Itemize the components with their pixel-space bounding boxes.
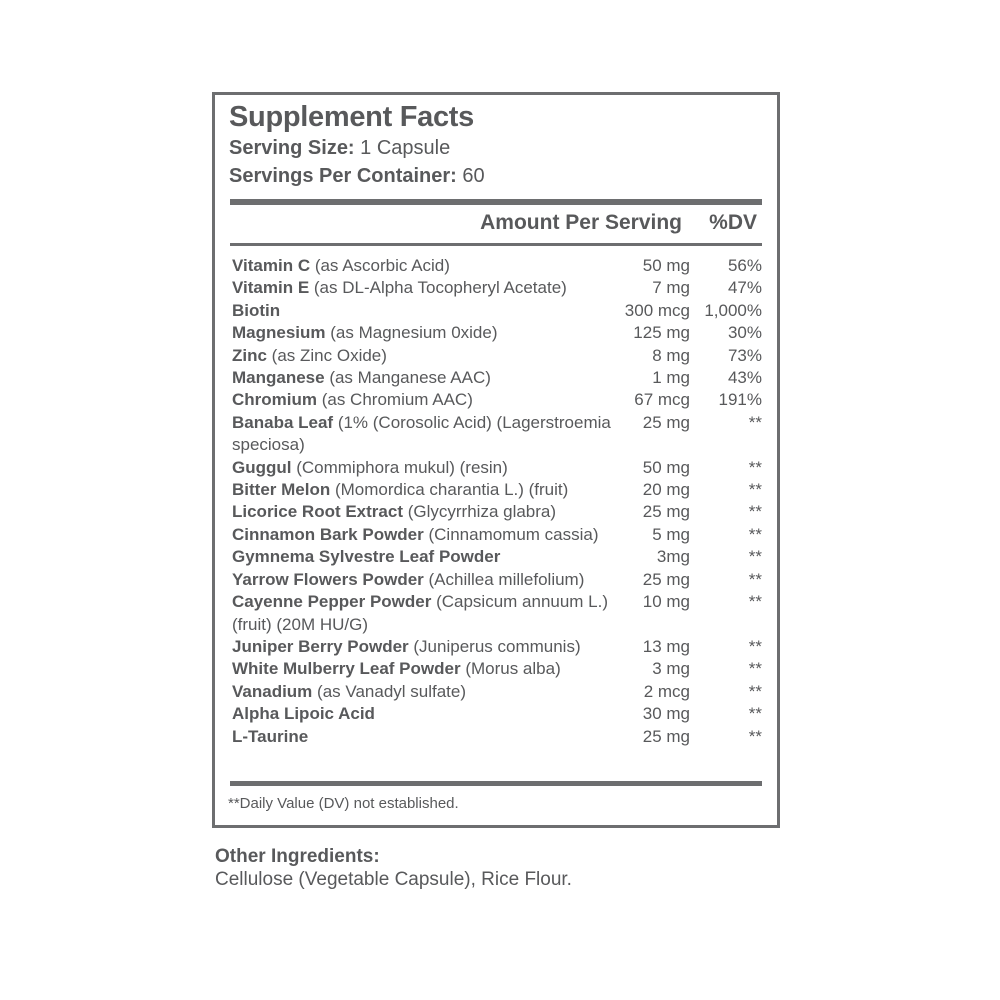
panel-title: Supplement Facts <box>229 101 474 133</box>
nutrient-dv: ** <box>748 636 762 656</box>
nutrient-row <box>232 255 762 277</box>
nutrient-amount: 30 mg <box>642 704 690 724</box>
nutrient-amount: 25 mg <box>642 412 690 432</box>
nutrient-amount: 67 mcg <box>634 390 690 410</box>
nutrient-dv: ** <box>748 592 762 612</box>
nutrient-amount: 3mg <box>656 547 690 567</box>
nutrient-dv: 47% <box>727 278 762 298</box>
nutrient-dv: 30% <box>727 323 762 343</box>
thick-divider <box>230 199 762 205</box>
nutrient-amount: 10 mg <box>642 592 690 612</box>
nutrient-name: White Mulberry Leaf Powder (Morus alba) <box>232 659 561 679</box>
serving-size: Serving Size: 1 Capsule <box>229 137 451 159</box>
nutrient-row <box>232 524 762 546</box>
nutrient-dv: ** <box>748 547 762 567</box>
nutrient-name: Vanadium (as Vanadyl sulfate) <box>232 681 467 701</box>
nutrient-name: Alpha Lipoic Acid <box>232 704 375 724</box>
nutrient-dv: ** <box>748 659 762 679</box>
nutrient-row <box>232 569 762 591</box>
divider <box>230 243 762 246</box>
nutrient-amount: 8 mg <box>652 345 690 365</box>
nutrient-row <box>232 300 762 322</box>
nutrient-dv: 56% <box>727 256 762 275</box>
footnote: **Daily Value (DV) not established. <box>228 795 459 812</box>
nutrient-row <box>232 412 762 457</box>
nutrient-row <box>232 546 762 568</box>
nutrient-name: Chromium (as Chromium AAC) <box>232 390 473 410</box>
nutrient-dv: ** <box>748 412 762 432</box>
nutrient-name: Yarrow Flowers Powder (Achillea millefolium) <box>232 569 585 589</box>
nutrient-amount: 25 mg <box>642 502 690 522</box>
nutrient-dv: 1,000% <box>704 300 762 320</box>
nutrient-amount: 25 mg <box>642 569 690 589</box>
other-ingredients <box>215 845 572 891</box>
nutrient-row <box>232 501 762 523</box>
nutrient-name: Licorice Root Extract (Glycyrrhiza glabra) <box>232 502 557 522</box>
nutrient-amount: 7 mg <box>652 278 690 298</box>
nutrient-row <box>232 367 762 389</box>
nutrient-amount: 25 mg <box>642 726 690 746</box>
nutrient-name: Vitamin C (as Ascorbic Acid) <box>232 256 450 275</box>
nutrient-name: Bitter Melon (Momordica charantia L.) (fruit) <box>232 480 569 500</box>
nutrient-dv: 43% <box>727 368 762 388</box>
dv-header: %DV <box>709 211 757 234</box>
other-ingredients-value: Cellulose (Vegetable Capsule), Rice Flour. <box>215 869 572 890</box>
nutrient-dv: 191% <box>718 390 762 410</box>
nutrient-list <box>232 255 762 748</box>
nutrient-row <box>232 591 762 636</box>
nutrient-row <box>232 726 762 748</box>
nutrient-dv: ** <box>748 524 762 544</box>
nutrient-name: L-Taurine <box>232 726 309 746</box>
nutrient-row <box>232 703 762 725</box>
nutrient-row <box>232 636 762 658</box>
nutrient-amount: 125 mg <box>633 323 690 343</box>
nutrient-row <box>232 389 762 411</box>
other-ingredients-label: Other Ingredients: <box>215 846 380 867</box>
nutrient-row <box>232 322 762 344</box>
nutrient-name: Juniper Berry Powder (Juniperus communis) <box>232 636 581 656</box>
nutrient-name: Zinc (as Zinc Oxide) <box>232 345 387 365</box>
nutrient-name: Vitamin E (as DL-Alpha Tocopheryl Acetate) <box>232 278 567 298</box>
nutrient-row <box>232 457 762 479</box>
nutrient-name: Magnesium (as Magnesium 0xide) <box>232 323 498 343</box>
nutrient-row <box>232 658 762 680</box>
nutrient-amount: 2 mcg <box>643 681 690 701</box>
nutrient-dv: ** <box>748 569 762 589</box>
nutrient-name: Guggul (Commiphora mukul) (resin) <box>232 457 508 477</box>
nutrient-amount: 3 mg <box>652 659 690 679</box>
nutrient-name: Banaba Leaf (1% (Corosolic Acid) (Lagerstroemia speciosa) <box>232 412 611 455</box>
nutrient-amount: 20 mg <box>642 480 690 500</box>
nutrient-row <box>232 479 762 501</box>
nutrient-dv: ** <box>748 480 762 500</box>
nutrient-name: Cayenne Pepper Powder (Capsicum annuum L.) (fruit) (20M HU/G) <box>232 592 609 634</box>
amount-header: Amount Per Serving <box>480 211 682 234</box>
nutrient-name: Gymnema Sylvestre Leaf Powder <box>232 547 501 567</box>
servings-per-container: Servings Per Container: 60 <box>229 165 485 187</box>
nutrient-dv: ** <box>748 457 762 477</box>
nutrient-amount: 13 mg <box>642 636 690 656</box>
nutrient-name: Cinnamon Bark Powder (Cinnamomum cassia) <box>232 524 599 544</box>
nutrient-name: Manganese (as Manganese AAC) <box>232 368 491 388</box>
nutrient-amount: 5 mg <box>652 524 690 544</box>
nutrient-amount: 1 mg <box>652 368 690 388</box>
nutrient-row <box>232 681 762 703</box>
nutrient-dv: ** <box>748 704 762 724</box>
nutrient-amount: 300 mcg <box>624 300 690 320</box>
nutrient-dv: ** <box>748 726 762 746</box>
supplement-facts-panel <box>212 92 780 828</box>
nutrient-dv: ** <box>748 681 762 701</box>
bottom-divider <box>230 781 762 786</box>
nutrient-row <box>232 277 762 299</box>
nutrient-name: Biotin <box>232 300 281 320</box>
nutrient-dv: 73% <box>727 345 762 365</box>
nutrient-amount: 50 mg <box>642 457 690 477</box>
nutrient-row <box>232 345 762 367</box>
nutrient-dv: ** <box>748 502 762 522</box>
nutrient-amount: 50 mg <box>642 256 690 275</box>
